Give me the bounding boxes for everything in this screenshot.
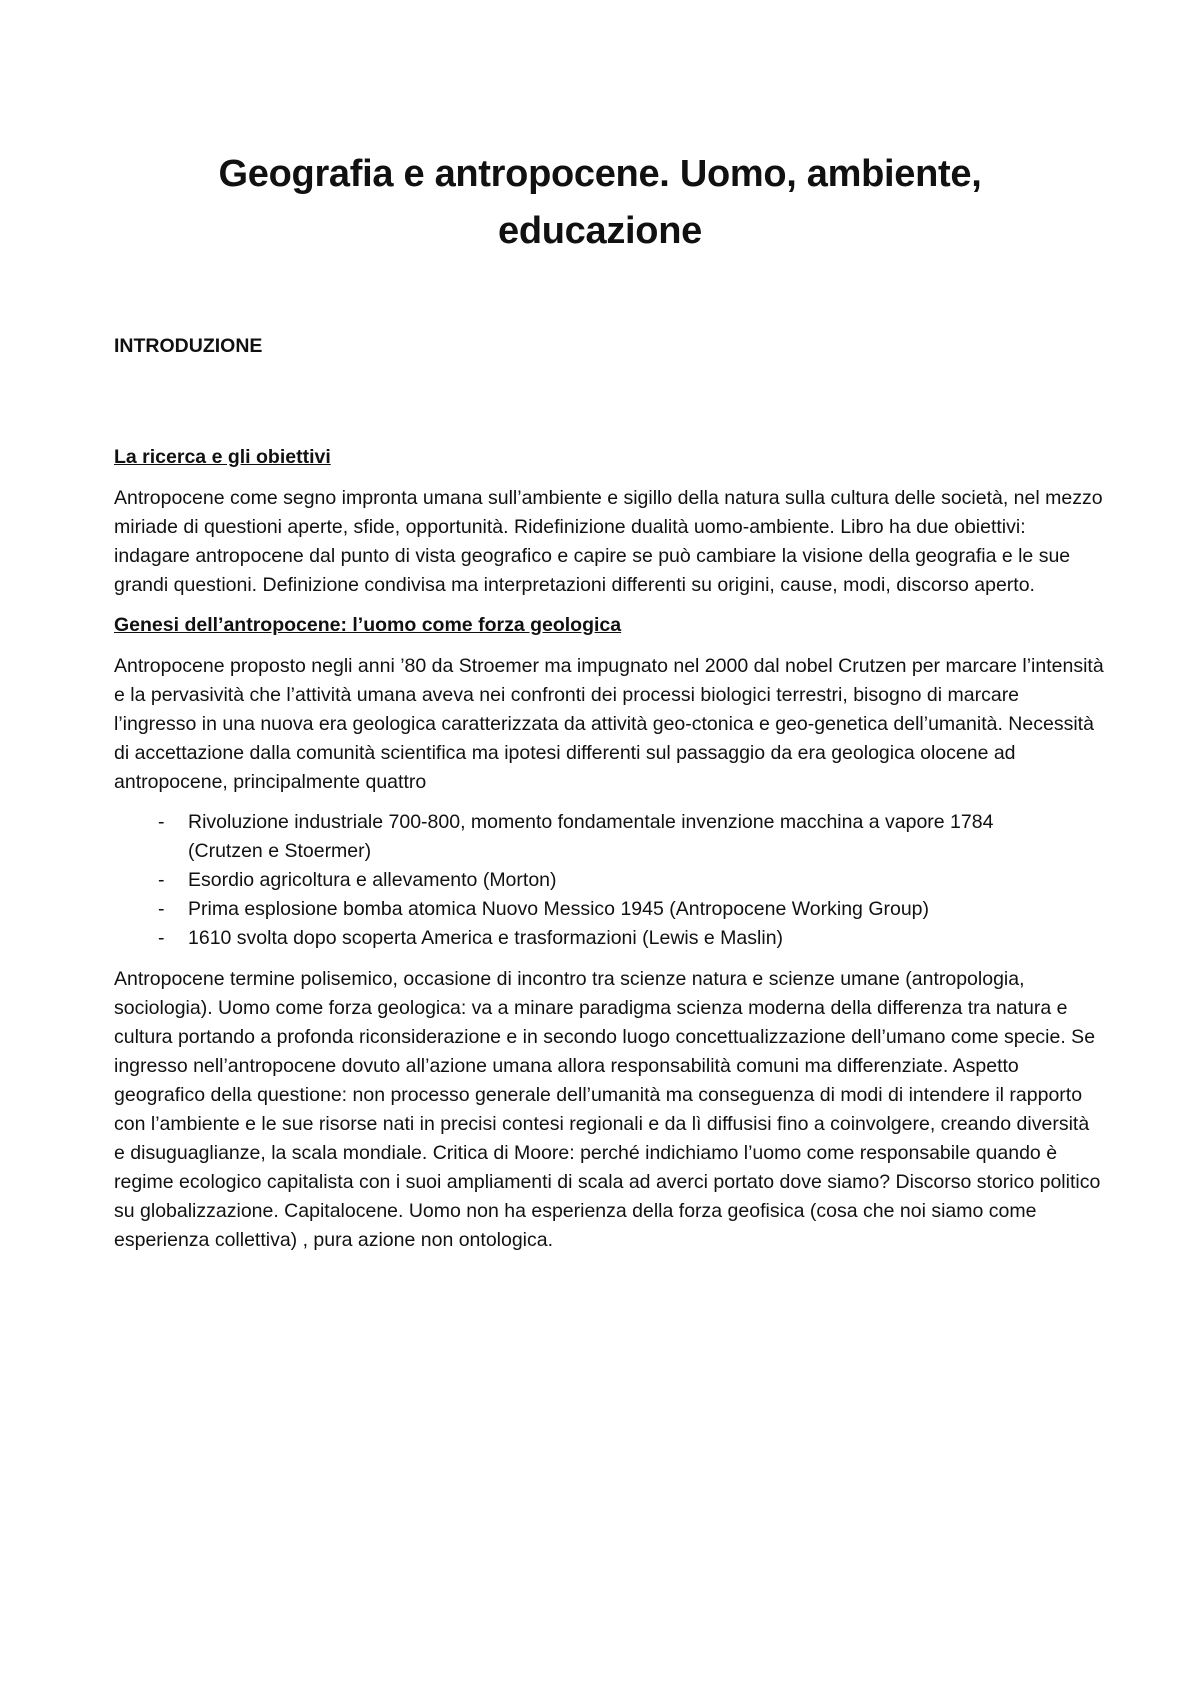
- list-item-text: Esordio agricoltura e allevamento (Morton): [188, 869, 557, 891]
- hypotheses-list: [114, 808, 1104, 953]
- section-heading-ricerca: La ricerca e gli obiettivi: [114, 446, 331, 468]
- section-closing-paragraph: Antropocene termine polisemico, occasione di incontro tra scienze natura e scienze umane (antropologia, sociologia). Uomo come forza geologica: va a minare paradigma scienza moderna della differenza tra natura e cultura portando a profonda riconsiderazione e in secondo luogo concettualizzazione dell’umano come specie. Se ingresso nell’antropocene dovuto all’azione umana allora responsabilità comuni ma differenziate. Aspetto geografico della questione: non processo generale dell’umanità ma conseguenza di modi di intendere il rapporto con l’ambiente e le sue risorse nati in precisi contesi regionali e da lì diffusisi fino a coinvolgere, creando diversità e disuguaglianze, la scala mondiale. Critica di Moore: perché indichiamo l’uomo come responsabile quando è regime ecologico capitalista con i suoi ampliamenti di scala ad averci portato dove siamo? Discorso storico politico su globalizzazione. Capitalocene. Uomo non ha esperienza della forza geofisica (cosa che noi siamo come esperienza collettiva) , pura azione non ontologica.: [114, 968, 1101, 1251]
- list-item: [114, 924, 1104, 953]
- list-item-text: Rivoluzione industriale 700-800, momento fondamentale invenzione macchina a vapore 1784 (Crutzen e Stoermer): [188, 811, 994, 862]
- section-heading-genesi: Genesi dell’antropocene: l’uomo come forza geologica: [114, 614, 622, 636]
- section-paragraph-genesi: Antropocene proposto negli anni ’80 da Stroemer ma impugnato nel 2000 dal nobel Crutzen per marcare l’intensità e la pervasività che l’attività umana aveva nei confronti dei processi biologici terrestri, bisogno di marcare l’ingresso in una nuova era geologica caratterizzata da attività geo-ctonica e geo-genetica dell’umanità. Necessità di accettazione dalla comunità scientifica ma ipotesi differenti sul passaggio da era geologica olocene ad antropocene, principalmente quattro: [114, 655, 1104, 793]
- list-item: [114, 895, 1104, 924]
- bullet-dash: -: [158, 927, 165, 949]
- list-item: [114, 866, 1104, 895]
- list-item-text: Prima esplosione bomba atomica Nuovo Messico 1945 (Antropocene Working Group): [188, 898, 930, 920]
- document-title: Geografia e antropocene. Uomo, ambiente, educazione: [218, 153, 982, 252]
- list-item: [114, 808, 1104, 866]
- bullet-dash: -: [158, 869, 165, 891]
- bullet-dash: -: [158, 898, 165, 920]
- bullet-dash: -: [158, 811, 165, 833]
- introduction-heading: INTRODUZIONE: [114, 335, 263, 357]
- section-paragraph-ricerca: Antropocene come segno impronta umana sull’ambiente e sigillo della natura sulla cultura delle società, nel mezzo miriade di questioni aperte, sfide, opportunità. Ridefinizione dualità uomo-ambiente. Libro ha due obiettivi: indagare antropocene dal punto di vista geografico e capire se può cambiare la visione della geografia e le sue grandi questioni. Definizione condivisa ma interpretazioni differenti su origini, cause, modi, discorso aperto.: [114, 487, 1103, 596]
- list-item-text: 1610 svolta dopo scoperta America e trasformazioni (Lewis e Maslin): [188, 927, 784, 949]
- document-body: [114, 332, 1104, 1255]
